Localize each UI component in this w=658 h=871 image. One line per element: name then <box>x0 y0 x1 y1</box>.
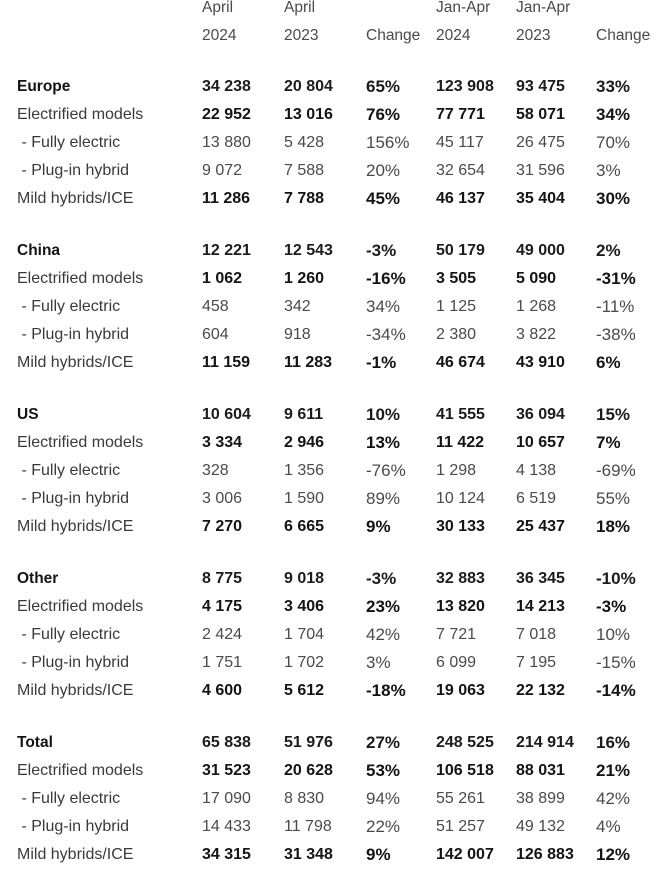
mild-hybrids-ice-row <box>0 513 658 541</box>
cell-value: 13 016 <box>284 106 333 123</box>
cell-value: 12% <box>596 845 631 864</box>
cell-value: 3% <box>366 653 391 672</box>
cell-value: 918 <box>284 326 311 343</box>
cell-value: 25 437 <box>516 518 565 535</box>
cell-value: 11 286 <box>202 190 251 207</box>
row-label: Mild hybrids/ICE <box>17 190 134 207</box>
cell-value: 1 356 <box>284 462 325 479</box>
cell-value: 13 880 <box>202 134 251 151</box>
group-us <box>0 401 658 541</box>
cell-value: 5 612 <box>284 682 325 699</box>
cell-value: 458 <box>202 298 229 315</box>
cell-value: 12 543 <box>284 242 333 259</box>
cell-value: 14 433 <box>202 818 251 835</box>
cell-value: 10% <box>596 625 631 644</box>
cell-value: 9 072 <box>202 162 243 179</box>
electrified-models-row <box>0 593 658 621</box>
cell-value: -10% <box>596 569 636 588</box>
cell-value: 36 345 <box>516 570 565 587</box>
row-label: Mild hybrids/ICE <box>17 682 134 699</box>
cell-value: 12 221 <box>202 242 251 259</box>
cell-value: 2 946 <box>284 434 325 451</box>
cell-value: -3% <box>366 241 397 260</box>
cell-value: 7 721 <box>436 626 477 643</box>
cell-value: 1 751 <box>202 654 243 671</box>
cell-value: 88 031 <box>516 762 565 779</box>
cell-value: 27% <box>366 733 401 752</box>
cell-value: 45 117 <box>436 134 484 151</box>
row-label: - Fully electric <box>17 134 121 151</box>
cell-value: 328 <box>202 462 229 479</box>
cell-value: 38 899 <box>516 790 565 807</box>
cell-value: 31 523 <box>202 762 251 779</box>
row-label: - Fully electric <box>17 626 121 643</box>
row-label: Mild hybrids/ICE <box>17 518 134 535</box>
cell-value: 4 600 <box>202 682 243 699</box>
cell-value: 35 404 <box>516 190 565 207</box>
cell-value: 11 422 <box>436 434 485 451</box>
cell-value: 30 133 <box>436 518 485 535</box>
cell-value: 13 820 <box>436 598 485 615</box>
electrified-models-row <box>0 101 658 129</box>
table-header <box>0 0 658 54</box>
column-header-line1 <box>366 0 420 22</box>
cell-value: 31 348 <box>284 846 333 863</box>
cell-value: 8 830 <box>284 790 325 807</box>
cell-value: 50 179 <box>436 242 485 259</box>
cell-value: 77 771 <box>436 106 485 123</box>
cell-value: 126 883 <box>516 846 574 863</box>
cell-value: 3% <box>596 161 621 180</box>
cell-value: 21% <box>596 761 631 780</box>
cell-value: 7 788 <box>284 190 325 207</box>
cell-value: 42% <box>366 625 401 644</box>
cell-value: 9% <box>366 845 391 864</box>
cell-value: -34% <box>366 325 406 344</box>
cell-value: 20% <box>366 161 401 180</box>
region-total-row <box>0 73 658 101</box>
cell-value: 22 132 <box>516 682 565 699</box>
cell-value: 23% <box>366 597 401 616</box>
row-label: Total <box>17 734 53 751</box>
cell-value: -31% <box>596 269 636 288</box>
region-total-row <box>0 729 658 757</box>
mild-hybrids-ice-row <box>0 677 658 705</box>
region-total-row <box>0 565 658 593</box>
cell-value: 76% <box>366 105 401 124</box>
cell-value: -18% <box>366 681 406 700</box>
cell-value: 89% <box>366 489 401 508</box>
cell-value: 34% <box>366 297 401 316</box>
cell-value: 45% <box>366 189 401 208</box>
cell-value: 15% <box>596 405 631 424</box>
column-header-line1 <box>596 0 650 22</box>
group-total <box>0 729 658 869</box>
cell-value: 2 424 <box>202 626 243 643</box>
cell-value: 604 <box>202 326 229 343</box>
cell-value: 20 804 <box>284 78 333 95</box>
fully-electric-row <box>0 129 658 157</box>
cell-value: 43 910 <box>516 354 565 371</box>
plug-in-hybrid-row <box>0 813 658 841</box>
cell-value: 1 268 <box>516 298 557 315</box>
cell-value: 65 838 <box>202 734 251 751</box>
cell-value: -16% <box>366 269 406 288</box>
cell-value: 7 270 <box>202 518 243 535</box>
cell-value: 22% <box>366 817 401 836</box>
cell-value: 11 283 <box>284 354 333 371</box>
cell-value: 6 665 <box>284 518 325 535</box>
cell-value: 6 099 <box>436 654 477 671</box>
column-header-line1: Jan-Apr <box>436 0 491 16</box>
cell-value: 3 406 <box>284 598 325 615</box>
fully-electric-row <box>0 621 658 649</box>
cell-value: -3% <box>596 597 627 616</box>
cell-value: 46 674 <box>436 354 485 371</box>
cell-value: 31 596 <box>516 162 565 179</box>
column-header-line2: Change <box>366 27 421 44</box>
cell-value: 55% <box>596 489 631 508</box>
row-label: - Plug-in hybrid <box>17 162 130 179</box>
cell-value: 9 018 <box>284 570 325 587</box>
fully-electric-row <box>0 293 658 321</box>
row-label: Other <box>17 570 59 587</box>
row-label: Electrified models <box>17 106 144 123</box>
cell-value: 41 555 <box>436 406 485 423</box>
cell-value: 2 380 <box>436 326 477 343</box>
row-label: Europe <box>17 78 71 95</box>
cell-value: 34 315 <box>202 846 251 863</box>
cell-value: 32 883 <box>436 570 485 587</box>
plug-in-hybrid-row <box>0 485 658 513</box>
cell-value: 342 <box>284 298 311 315</box>
cell-value: 49 132 <box>516 818 565 835</box>
cell-value: 1 062 <box>202 270 243 287</box>
mild-hybrids-ice-row <box>0 185 658 213</box>
mild-hybrids-ice-row <box>0 349 658 377</box>
row-label: - Plug-in hybrid <box>17 490 130 507</box>
cell-value: 34 238 <box>202 78 251 95</box>
row-label: Electrified models <box>17 762 144 779</box>
cell-value: 156% <box>366 133 410 152</box>
cell-value: 70% <box>596 133 631 152</box>
cell-value: 3 006 <box>202 490 243 507</box>
cell-value: 51 257 <box>436 818 485 835</box>
cell-value: 36 094 <box>516 406 565 423</box>
cell-value: -14% <box>596 681 636 700</box>
cell-value: 7 018 <box>516 626 557 643</box>
cell-value: 7 195 <box>516 654 557 671</box>
cell-value: 4% <box>596 817 621 836</box>
cell-value: 65% <box>366 77 401 96</box>
cell-value: 2% <box>596 241 621 260</box>
cell-value: 22 952 <box>202 106 251 123</box>
plug-in-hybrid-row <box>0 321 658 349</box>
fully-electric-row <box>0 457 658 485</box>
row-label: Electrified models <box>17 270 144 287</box>
region-total-row <box>0 401 658 429</box>
row-label: China <box>17 242 61 259</box>
column-header-line1: April <box>284 0 316 16</box>
cell-value: 55 261 <box>436 790 485 807</box>
cell-value: 10 124 <box>436 490 485 507</box>
cell-value: 58 071 <box>516 106 565 123</box>
row-label: Electrified models <box>17 598 144 615</box>
cell-value: -11% <box>596 297 635 316</box>
cell-value: 1 702 <box>284 654 325 671</box>
cell-value: 33% <box>596 77 631 96</box>
row-label: - Plug-in hybrid <box>17 654 130 671</box>
row-label: - Plug-in hybrid <box>17 326 130 343</box>
cell-value: -69% <box>596 461 636 480</box>
group-china <box>0 237 658 377</box>
cell-value: 3 505 <box>436 270 477 287</box>
cell-value: 34% <box>596 105 631 124</box>
row-label: US <box>17 406 39 423</box>
cell-value: 6 519 <box>516 490 557 507</box>
group-europe <box>0 73 658 213</box>
row-label: - Fully electric <box>17 298 121 315</box>
column-header-janapr-change <box>596 0 650 50</box>
cell-value: 14 213 <box>516 598 565 615</box>
group-other <box>0 565 658 705</box>
cell-value: 9 611 <box>284 406 324 423</box>
cell-value: 93 475 <box>516 78 565 95</box>
cell-value: 214 914 <box>516 734 574 751</box>
cell-value: 1 125 <box>436 298 477 315</box>
cell-value: 9% <box>366 517 391 536</box>
plug-in-hybrid-row <box>0 157 658 185</box>
cell-value: 1 704 <box>284 626 325 643</box>
cell-value: 4 175 <box>202 598 243 615</box>
cell-value: 4 138 <box>516 462 557 479</box>
cell-value: 10% <box>366 405 401 424</box>
cell-value: 5 090 <box>516 270 557 287</box>
cell-value: 18% <box>596 517 631 536</box>
region-total-row <box>0 237 658 265</box>
row-label: Mild hybrids/ICE <box>17 354 134 371</box>
cell-value: 123 908 <box>436 78 494 95</box>
column-header-line2: 2024 <box>436 27 471 44</box>
cell-value: 1 260 <box>284 270 325 287</box>
cell-value: 30% <box>596 189 631 208</box>
cell-value: -38% <box>596 325 636 344</box>
cell-value: 46 137 <box>436 190 485 207</box>
row-label: - Fully electric <box>17 462 121 479</box>
column-header-april-2023 <box>284 0 318 50</box>
plug-in-hybrid-row <box>0 649 658 677</box>
cell-value: -76% <box>366 461 406 480</box>
fully-electric-row <box>0 785 658 813</box>
column-header-april-2024 <box>202 0 236 50</box>
cell-value: -15% <box>596 653 636 672</box>
cell-value: 26 475 <box>516 134 565 151</box>
cell-value: 17 090 <box>202 790 251 807</box>
cell-value: 7% <box>596 433 621 452</box>
column-header-line2: 2023 <box>516 27 551 44</box>
cell-value: 10 604 <box>202 406 251 423</box>
cell-value: 53% <box>366 761 401 780</box>
column-header-janapr-2024 <box>436 0 490 50</box>
cell-value: 106 518 <box>436 762 494 779</box>
cell-value: 42% <box>596 789 631 808</box>
column-header-line2: Change <box>596 27 651 44</box>
cell-value: 6% <box>596 353 621 372</box>
mild-hybrids-ice-row <box>0 841 658 869</box>
column-header-april-change <box>366 0 420 50</box>
cell-value: 7 588 <box>284 162 325 179</box>
row-label: - Fully electric <box>17 790 121 807</box>
cell-value: 3 334 <box>202 434 243 451</box>
row-label: Electrified models <box>17 434 144 451</box>
cell-value: 20 628 <box>284 762 333 779</box>
cell-value: 94% <box>366 789 401 808</box>
cell-value: -1% <box>366 353 397 372</box>
cell-value: 11 798 <box>284 818 332 835</box>
cell-value: 1 298 <box>436 462 477 479</box>
cell-value: 13% <box>366 433 401 452</box>
electrified-models-row <box>0 429 658 457</box>
cell-value: 11 159 <box>202 354 251 371</box>
electrified-models-row <box>0 265 658 293</box>
cell-value: 5 428 <box>284 134 325 151</box>
row-label: - Plug-in hybrid <box>17 818 130 835</box>
column-header-janapr-2023 <box>516 0 570 50</box>
column-header-line1: Jan-Apr <box>516 0 571 16</box>
electrified-models-row <box>0 757 658 785</box>
cell-value: 19 063 <box>436 682 485 699</box>
cell-value: 8 775 <box>202 570 243 587</box>
cell-value: 1 590 <box>284 490 325 507</box>
cell-value: 142 007 <box>436 846 494 863</box>
cell-value: 51 976 <box>284 734 333 751</box>
column-header-line2: 2024 <box>202 27 237 44</box>
cell-value: 10 657 <box>516 434 565 451</box>
cell-value: 49 000 <box>516 242 565 259</box>
cell-value: 248 525 <box>436 734 494 751</box>
row-label: Mild hybrids/ICE <box>17 846 134 863</box>
column-header-line2: 2023 <box>284 27 319 44</box>
cell-value: -3% <box>366 569 397 588</box>
cell-value: 3 822 <box>516 326 557 343</box>
cell-value: 16% <box>596 733 631 752</box>
cell-value: 32 654 <box>436 162 485 179</box>
column-header-line1: April <box>202 0 234 16</box>
